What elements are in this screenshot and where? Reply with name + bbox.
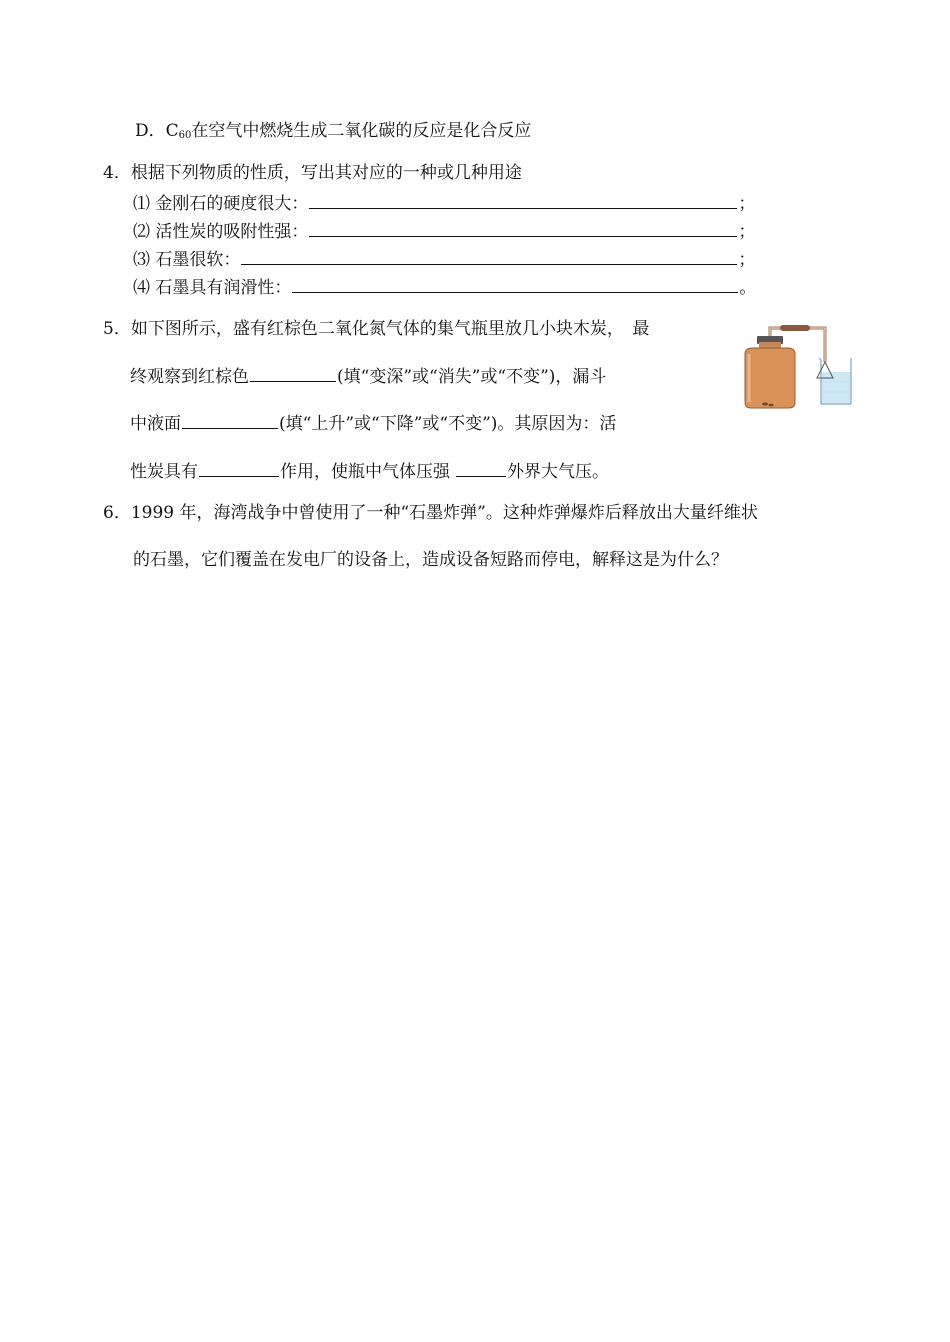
gas-bottle [745,348,795,408]
q5-line4-text: 性炭具有 [130,462,198,482]
answer-blank[interactable] [309,192,737,209]
q4-item-2 [133,220,755,243]
q4-item-end: ； [738,222,756,242]
answer-blank[interactable] [456,460,506,477]
option-d-text: 在空气中燃烧生成二氧化碳的反应是化合反应 [191,121,532,141]
q5-line4-text: 作用，使瓶中气体压强 [280,462,450,482]
q4-stem-text: 根据下列物质的性质，写出其对应的一种或几种用途 [130,163,522,183]
q5-line-2 [130,365,606,388]
q5-line2-text: 终观察到红棕色 [130,367,249,387]
answer-blank[interactable] [241,248,737,265]
rubber-connector [780,325,810,331]
q5-line-3 [130,412,616,435]
option-d-label: D． [135,121,166,141]
q4-item-label: ⑵ 活性炭的吸附性强： [133,222,309,242]
q4-item-3 [133,248,755,271]
q4-item-4 [133,276,756,299]
answer-blank[interactable] [309,220,737,237]
q5-line1-text: 如下图所示，盛有红棕色二氧化氮气体的集气瓶里放几小块木炭， 最 [130,319,650,339]
q4-item-1 [133,192,755,215]
answer-blank[interactable] [250,365,336,382]
q5-line3-text: (填“上升”或“下降”或“不变”)。其原因为：活 [279,414,617,434]
beaker-water [822,372,851,404]
q6-number: 6． [103,503,131,523]
q4-item-end: ； [738,194,756,214]
q5-line-1 [103,318,649,340]
q4-stem [103,162,522,184]
answer-blank[interactable] [292,276,738,293]
q6-line2-text: 的石墨，它们覆盖在发电厂的设备上，造成设备短路而停电，解释这是为什么？ [133,550,728,570]
answer-blank[interactable] [182,412,278,429]
charcoal-pieces [762,402,768,405]
q4-item-label: ⑴ 金刚石的硬度很大： [133,194,309,214]
answer-blank[interactable] [199,460,279,477]
q6-line-1 [103,502,758,524]
apparatus-illustration [735,322,865,412]
option-d-formula: $C_{60}$ [165,121,192,141]
q4-item-end: 。 [739,278,757,298]
q5-line2-text: (填“变深”或“消失”或“不变”)，漏斗 [337,367,607,387]
q5-number: 5． [103,319,131,339]
q4-item-label: ⑷ 石墨具有润滑性： [133,278,292,298]
option-d [135,120,531,147]
q6-line-2 [133,549,728,571]
q4-item-end: ； [738,250,756,270]
q6-line1-text: 1999 年，海湾战争中曾使用了一种“石墨炸弹”。这种炸弹爆炸后释放出大量纤维状 [130,503,758,523]
q5-line4-text: 外界大气压。 [507,462,609,482]
q4-item-label: ⑶ 石墨很软： [133,250,241,270]
q4-number: 4． [103,163,131,183]
q5-line-4 [130,460,609,483]
q5-line3-text: 中液面 [130,414,181,434]
